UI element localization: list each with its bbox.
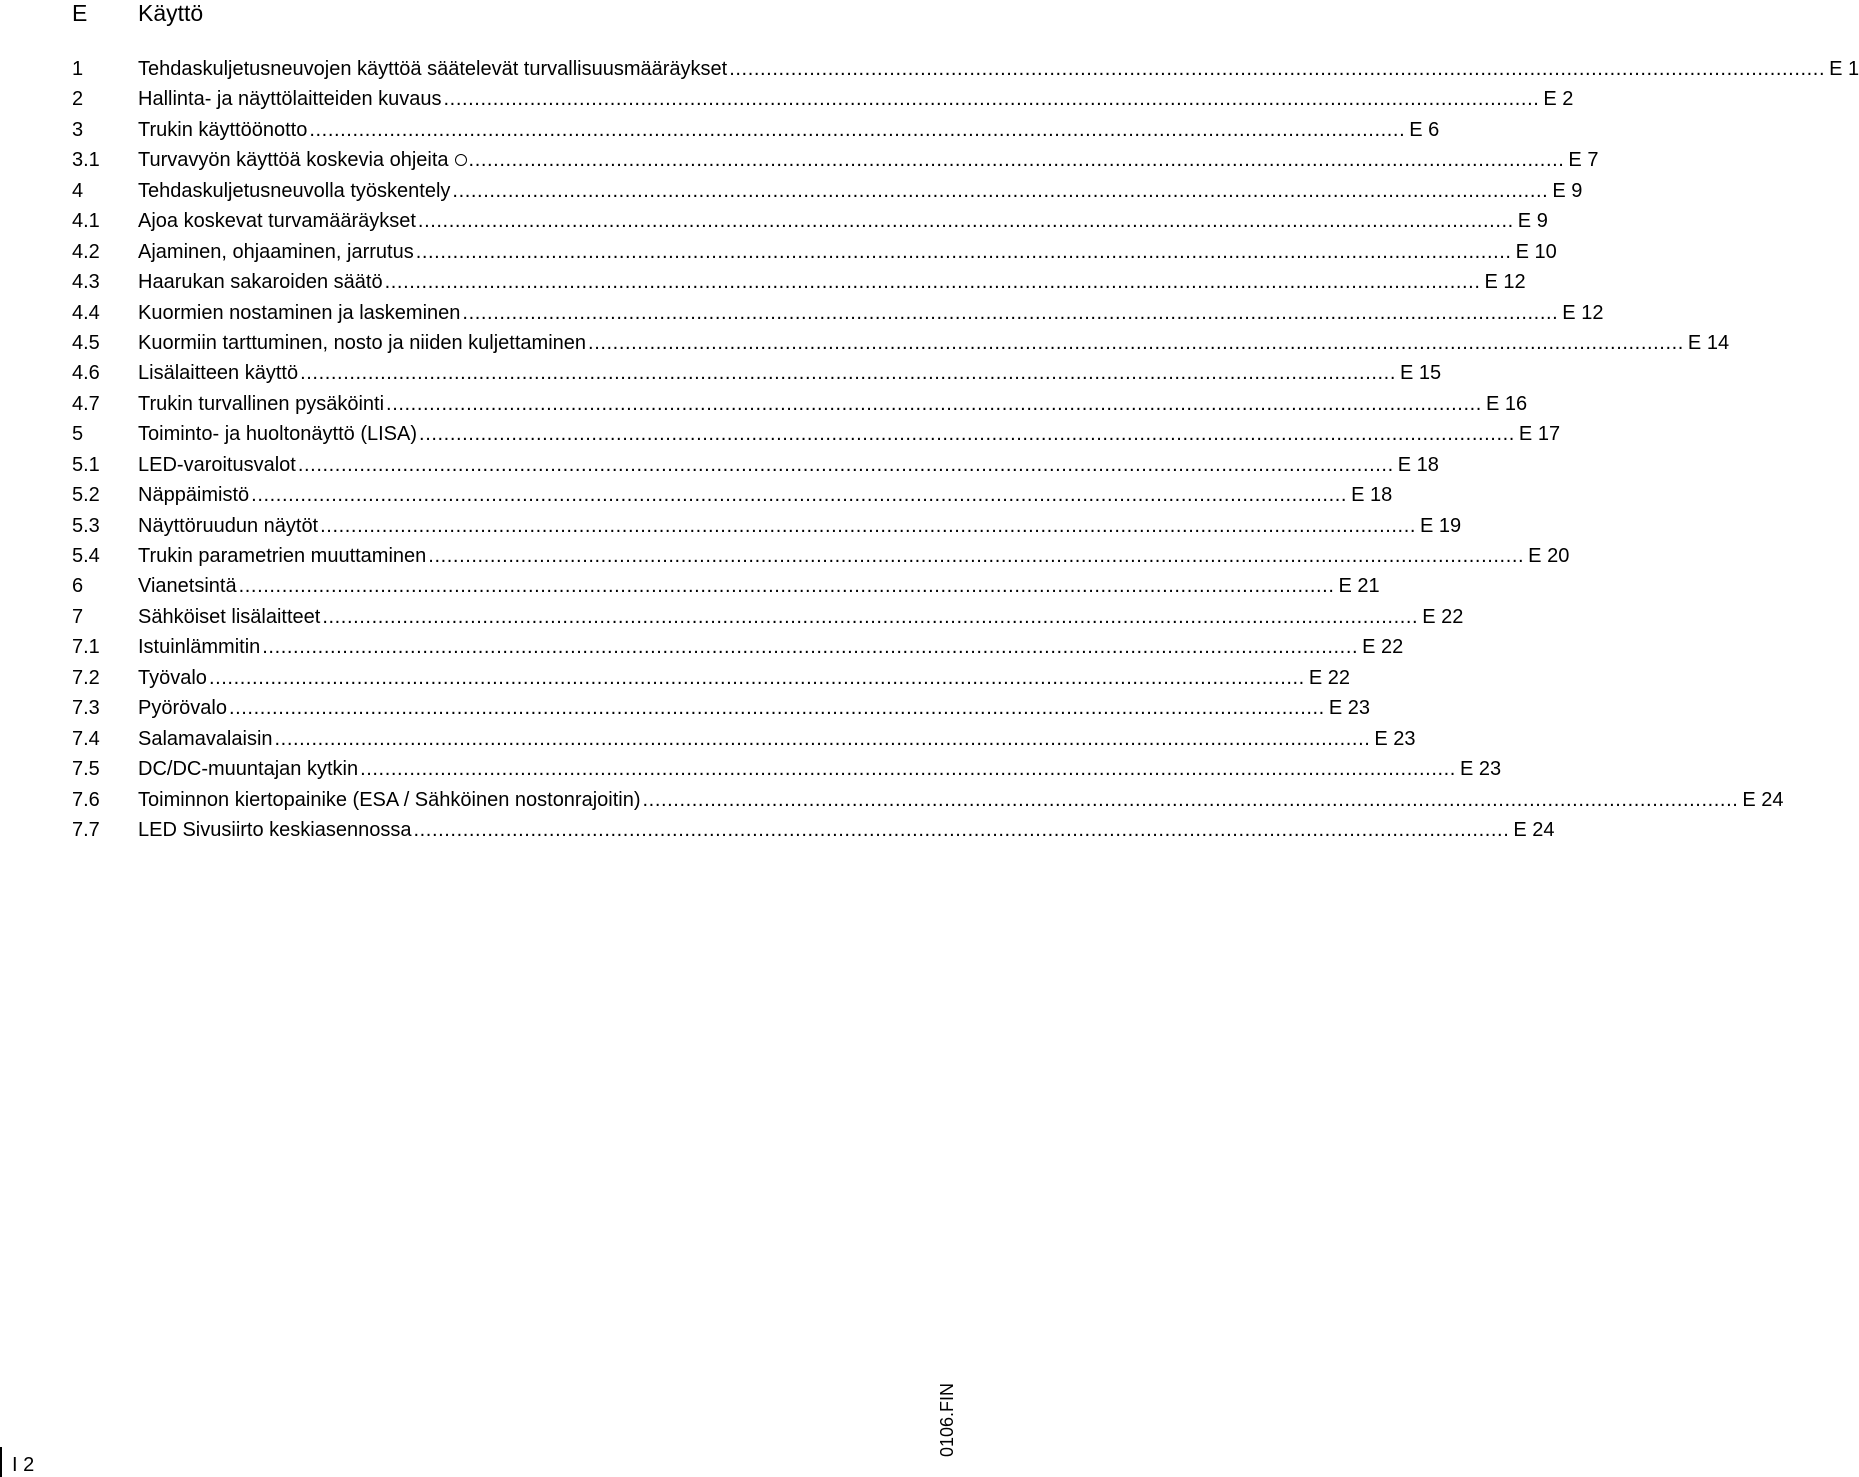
toc-entry[interactable] — [72, 693, 1370, 723]
toc-entry-title-text: Työvalo — [138, 666, 207, 689]
toc-entry-body — [138, 237, 1557, 267]
toc-entry-title — [138, 115, 309, 145]
toc-entry-title — [138, 693, 229, 723]
toc-entry-title — [138, 54, 729, 84]
toc-entry-title-text: Tehdaskuljetusneuvolla työskentely — [138, 179, 451, 202]
toc-entry-title — [138, 84, 444, 114]
toc-entry[interactable] — [72, 84, 1574, 114]
toc-entry-body — [138, 815, 1555, 845]
toc-entry-number: 7.3 — [72, 697, 100, 720]
toc-entry-page: E 19 — [1420, 514, 1462, 537]
toc-entry-body — [138, 389, 1528, 419]
toc-entry-body — [138, 115, 1440, 145]
toc-entry-title-text: Ajoa koskevat turvamääräykset — [138, 210, 416, 233]
toc-entry-title — [138, 145, 469, 175]
toc-entry-leader: .................................................................................................................................................................................. — [297, 453, 1394, 476]
toc-entry-page: E 16 — [1485, 392, 1528, 415]
toc-entry[interactable] — [72, 480, 1393, 510]
toc-entry-page: E 18 — [1397, 453, 1439, 476]
toc-entry[interactable] — [72, 815, 1555, 845]
toc-entry-title — [138, 419, 419, 449]
toc-entry-title-text: Kuormiin tarttuminen, nosto ja niiden kuljettaminen — [138, 331, 587, 354]
toc-entry-title-text: Tehdaskuljetusneuvojen käyttöä säätelevät turvallisuusmääräykset — [138, 58, 728, 80]
toc-entry-page: E 6 — [1409, 118, 1440, 141]
toc-entry-leader: .................................................................................................................................................................................. — [468, 149, 1565, 172]
toc-entry-page: E 15 — [1400, 362, 1442, 385]
page-edge-bar — [0, 1447, 2, 1477]
toc-entry-number: 7.4 — [72, 727, 100, 750]
toc-entry-leader: .................................................................................................................................................................................. — [262, 636, 1359, 659]
toc-entry-page: E 10 — [1515, 240, 1557, 263]
toc-entry[interactable] — [72, 450, 1439, 480]
toc-entry[interactable] — [72, 571, 1380, 601]
toc-entry-leader: .................................................................................................................................................................................. — [228, 697, 1325, 720]
toc-entry-leader: .................................................................................................................................................................................. — [208, 666, 1305, 689]
toc-entry-number: 4 — [72, 179, 84, 202]
toc-entry-number: 5.2 — [72, 484, 100, 507]
toc-entry-page: E 24 — [1513, 818, 1555, 841]
toc-entry-page: E 23 — [1459, 758, 1502, 781]
toc-entry-number: 5.1 — [72, 453, 100, 476]
document-code: 0106.FIN — [937, 1382, 957, 1457]
toc-entry-body — [138, 785, 1784, 815]
table-of-contents — [72, 54, 1859, 845]
toc-entry-number: 1 — [72, 58, 84, 80]
toc-entry-leader: .................................................................................................................................................................................. — [462, 301, 1559, 324]
toc-entry-number: 5.4 — [72, 545, 100, 567]
toc-entry-body — [138, 450, 1439, 480]
toc-entry-leader: .................................................................................................................................................................................. — [386, 392, 1482, 415]
toc-entry[interactable] — [72, 602, 1464, 632]
toc-entry-number: 4.6 — [72, 362, 100, 385]
toc-entry-number: 4.4 — [72, 301, 100, 324]
toc-entry-page: E 23 — [1374, 727, 1416, 750]
toc-entry-title-text: Ajaminen, ohjaaminen, jarrutus — [138, 240, 414, 263]
toc-entry-page: E 1 — [1829, 58, 1859, 80]
toc-entry-leader: .................................................................................................................................................................................. — [322, 605, 1419, 628]
toc-entry[interactable] — [72, 754, 1502, 784]
toc-entry-title-text: Hallinta- ja näyttölaitteiden kuvaus — [138, 88, 442, 111]
toc-entry-number: 3.1 — [72, 149, 100, 172]
toc-entry-title-text: Pyörövalo — [138, 697, 227, 720]
toc-entry-title — [138, 206, 418, 236]
toc-entry-body — [138, 176, 1583, 206]
toc-entry-title-text: Sähköiset lisälaitteet — [138, 605, 321, 628]
toc-entry[interactable] — [72, 115, 1440, 145]
toc-entry-title — [138, 176, 452, 206]
toc-entry[interactable] — [72, 389, 1528, 419]
toc-entry-body — [138, 145, 1599, 175]
toc-entry-body — [138, 328, 1730, 358]
toc-entry[interactable] — [72, 267, 1526, 297]
toc-entry-page: E 18 — [1351, 484, 1393, 507]
toc-entry-body — [138, 602, 1464, 632]
toc-entry-title-text: LED Sivusiirto keskiasennossa — [138, 818, 412, 841]
toc-entry-leader: .................................................................................................................................................................................. — [360, 758, 1456, 781]
toc-entry-number: 4.3 — [72, 271, 100, 294]
toc-entry-leader: .................................................................................................................................................................................. — [320, 514, 1417, 537]
toc-entry-body — [138, 358, 1442, 388]
toc-entry-title-text: Näyttöruudun näytöt — [138, 514, 319, 537]
toc-entry-page: E 22 — [1308, 666, 1350, 689]
toc-entry-number: 7 — [72, 605, 84, 628]
toc-entry-page: E 14 — [1687, 331, 1730, 354]
toc-entry-number: 7.2 — [72, 666, 100, 689]
toc-entry-title — [138, 358, 300, 388]
toc-entry-body — [138, 541, 1570, 571]
toc-entry-title-text: Näppäimistö — [138, 484, 250, 507]
toc-entry-title-text: Toiminnon kiertopainike (ESA / Sähköinen nostonrajoitin) — [138, 788, 641, 811]
toc-entry-title — [138, 663, 209, 693]
toc-entry-title — [138, 632, 262, 662]
toc-entry-number: 3 — [72, 118, 84, 141]
toc-entry[interactable] — [72, 541, 1570, 571]
toc-entry-title — [138, 724, 275, 754]
toc-entry-title — [138, 541, 428, 571]
toc-entry[interactable] — [72, 663, 1350, 693]
toc-entry-title — [138, 511, 320, 541]
toc-entry-leader: .................................................................................................................................................................................. — [428, 545, 1525, 567]
toc-entry-page: E 24 — [1742, 788, 1784, 811]
toc-entry-body — [138, 206, 1548, 236]
toc-entry-page: E 20 — [1528, 545, 1570, 567]
toc-entry-body — [138, 693, 1370, 723]
toc-entry-title-text: Trukin parametrien muuttaminen — [138, 545, 427, 567]
toc-entry-title — [138, 237, 416, 267]
toc-entry-number: 4.1 — [72, 210, 100, 233]
toc-entry-body — [138, 54, 1859, 84]
toc-entry-number: 4.2 — [72, 240, 100, 263]
toc-entry-title — [138, 298, 462, 328]
toc-entry-page: E 9 — [1517, 210, 1548, 233]
section-header — [72, 0, 472, 30]
toc-entry-title — [138, 328, 588, 358]
toc-entry-body — [138, 663, 1350, 693]
toc-entry[interactable] — [72, 176, 1583, 206]
toc-entry-title — [138, 267, 385, 297]
section-title: Käyttö — [138, 0, 204, 26]
toc-entry[interactable] — [72, 54, 1859, 84]
toc-entry-title-text: Trukin käyttöönotto — [138, 118, 308, 141]
toc-entry[interactable] — [72, 358, 1442, 388]
page-number — [0, 1447, 34, 1477]
toc-entry-leader: .................................................................................................................................................................................. — [452, 179, 1549, 202]
toc-entry-title — [138, 480, 251, 510]
toc-entry[interactable] — [72, 298, 1604, 328]
toc-entry-title-text: Toiminto- ja huoltonäyttö (LISA) — [138, 423, 418, 446]
toc-entry-leader: .................................................................................................................................................................................. — [588, 331, 1684, 354]
toc-entry-number: 2 — [72, 88, 84, 111]
toc-entry-leader: .................................................................................................................................................................................. — [729, 58, 1826, 80]
toc-entry-body — [138, 267, 1526, 297]
toc-entry-number: 7.1 — [72, 636, 100, 659]
toc-entry-body — [138, 724, 1416, 754]
toc-entry-number: 5.3 — [72, 514, 100, 537]
toc-entry-leader: .................................................................................................................................................................................. — [300, 362, 1396, 385]
toc-entry-number: 6 — [72, 575, 84, 598]
toc-entry[interactable] — [72, 328, 1730, 358]
toc-entry-page: E 9 — [1552, 179, 1583, 202]
toc-entry-title-text: Trukin turvallinen pysäköinti — [138, 392, 385, 415]
toc-entry-body — [138, 571, 1380, 601]
toc-entry-title — [138, 754, 360, 784]
toc-entry[interactable] — [72, 419, 1561, 449]
toc-entry[interactable] — [72, 632, 1404, 662]
toc-entry-title-text: DC/DC-muuntajan kytkin — [138, 758, 359, 781]
toc-entry-title — [138, 450, 298, 480]
toc-entry-number: 5 — [72, 423, 84, 446]
toc-entry[interactable] — [72, 145, 1599, 175]
toc-entry[interactable] — [72, 237, 1557, 267]
toc-entry-title-text: Vianetsintä — [138, 575, 237, 598]
toc-entry-number: 7.7 — [72, 818, 100, 841]
toc-entry-body — [138, 511, 1462, 541]
toc-entry-page: E 22 — [1422, 605, 1464, 628]
toc-entry-body — [138, 298, 1604, 328]
page-number-label: I 2 — [12, 1454, 35, 1476]
toc-entry-leader: .................................................................................................................................................................................. — [415, 240, 1512, 263]
toc-entry[interactable] — [72, 724, 1416, 754]
toc-entry-number: 7.5 — [72, 758, 100, 781]
circle-icon — [455, 154, 467, 166]
section-letter: E — [72, 0, 88, 26]
toc-entry-body — [138, 632, 1404, 662]
toc-entry-leader: .................................................................................................................................................................................. — [419, 423, 1515, 446]
toc-entry[interactable] — [72, 511, 1462, 541]
toc-entry-title-text: Haarukan sakaroiden säätö — [138, 271, 383, 294]
toc-entry-title — [138, 389, 386, 419]
toc-entry-body — [138, 84, 1574, 114]
toc-entry-body — [138, 754, 1502, 784]
toc-entry-leader: .................................................................................................................................................................................. — [384, 271, 1481, 294]
toc-entry-body — [138, 480, 1393, 510]
toc-entry-page: E 17 — [1518, 423, 1561, 446]
toc-entry-body — [138, 419, 1561, 449]
toc-entry-title — [138, 602, 322, 632]
toc-entry-page: E 12 — [1484, 271, 1526, 294]
toc-entry-page: E 2 — [1543, 88, 1574, 111]
toc-entry-leader: .................................................................................................................................................................................. — [443, 88, 1540, 111]
toc-entry-leader: .................................................................................................................................................................................. — [309, 118, 1406, 141]
toc-entry-title-text: Kuormien nostaminen ja laskeminen — [138, 301, 461, 324]
toc-entry-leader: .................................................................................................................................................................................. — [238, 575, 1335, 598]
toc-entry[interactable] — [72, 785, 1784, 815]
toc-entry-page: E 12 — [1562, 301, 1604, 324]
toc-entry-title — [138, 815, 413, 845]
toc-entry-page: E 23 — [1328, 697, 1370, 720]
toc-entry-number: 4.7 — [72, 392, 100, 415]
toc-entry-leader: .................................................................................................................................................................................. — [274, 727, 1371, 750]
toc-entry-leader: .................................................................................................................................................................................. — [642, 788, 1739, 811]
toc-entry-title-text: LED-varoitusvalot — [138, 453, 296, 476]
toc-entry-title-text: Lisälaitteen käyttö — [138, 362, 299, 385]
toc-entry-leader: .................................................................................................................................................................................. — [417, 210, 1514, 233]
toc-entry-title-text: Turvavyön käyttöä koskevia ohjeita — [138, 149, 449, 172]
toc-entry-page: E 22 — [1362, 636, 1404, 659]
toc-entry[interactable] — [72, 206, 1548, 236]
toc-entry-title-text: Salamavalaisin — [138, 727, 273, 750]
toc-entry-page: E 7 — [1568, 149, 1599, 172]
toc-entry-title-text: Istuinlämmitin — [138, 636, 261, 659]
toc-entry-title — [138, 571, 239, 601]
toc-entry-leader: .................................................................................................................................................................................. — [413, 818, 1510, 841]
toc-entry-title — [138, 785, 643, 815]
toc-entry-page: E 21 — [1338, 575, 1380, 598]
toc-entry-number: 4.5 — [72, 331, 100, 354]
toc-entry-leader: .................................................................................................................................................................................. — [251, 484, 1348, 507]
toc-entry-number: 7.6 — [72, 788, 100, 811]
